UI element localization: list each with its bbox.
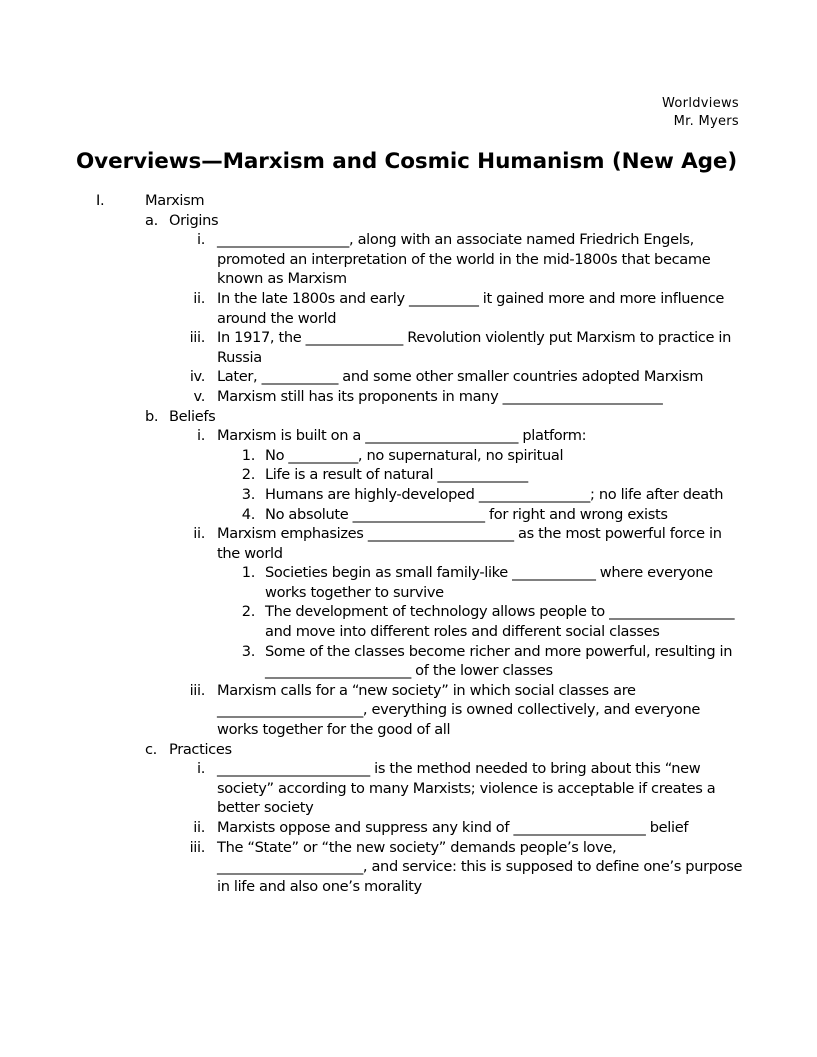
course-name: Worldviews — [662, 96, 739, 111]
section-heading: Marxism — [145, 192, 205, 209]
document-header — [662, 95, 739, 131]
list-item — [0, 485, 817, 505]
list-item — [0, 563, 817, 602]
list-item-text: ___________________, along with an associate named Friedrich Engels, promoted an interpretation of the world in the mid-1800s that became known as Marxism — [217, 231, 711, 288]
outline-marker: iv. — [189, 368, 205, 386]
list-item — [0, 465, 817, 485]
subsection-heading: Practices — [169, 740, 232, 758]
subsection-heading: Beliefs — [169, 407, 216, 425]
outline-marker: iii. — [189, 838, 205, 856]
list-item — [0, 387, 817, 407]
list-item-text: Some of the classes become richer and more powerful, resulting in _____________________ of the lower classes — [265, 642, 733, 680]
outline-marker: ii. — [193, 289, 205, 307]
list-item — [0, 642, 817, 681]
outline-marker: 2. — [241, 603, 255, 621]
list-item-text: The development of technology allows people to __________________ and move into different roles and different social classes — [265, 603, 735, 641]
list-item-text: Marxists oppose and suppress any kind of ___________________ belief — [217, 819, 689, 836]
outline-marker: iii. — [189, 681, 205, 699]
list-item-text: ______________________ is the method needed to bring about this “new society” according to many Marxists; violence is acceptable if creates a better society — [217, 760, 716, 817]
outline-marker: I. — [96, 192, 105, 209]
list-item — [0, 367, 817, 387]
list-item — [0, 328, 817, 367]
list-item-text: Societies begin as small family-like ____________ where everyone works together to survive — [265, 564, 713, 601]
subsection-heading: Origins — [169, 211, 219, 229]
list-item — [0, 759, 817, 818]
list-item-text: Later, ___________ and some other smaller countries adopted Marxism — [217, 368, 704, 386]
outline-marker: b. — [145, 407, 159, 425]
outline-section-marxism — [0, 191, 817, 211]
list-item — [0, 289, 817, 328]
list-item — [0, 524, 817, 563]
outline-marker: 1. — [241, 446, 255, 464]
list-item-text: Marxism still has its proponents in many _______________________ — [217, 387, 663, 405]
outline-marker: iii. — [189, 329, 205, 347]
list-item — [0, 230, 817, 289]
list-item-text: Marxism emphasizes _____________________ as the most powerful force in the world — [217, 525, 722, 562]
outline-marker: 3. — [241, 642, 255, 660]
list-item — [0, 838, 817, 897]
page-title: Overviews—Marxism and Cosmic Humanism (New Age) — [76, 149, 738, 174]
list-item-text: Marxism calls for a “new society” in which social classes are _____________________, everything is owned collectively, and everyone works together for the good of all — [217, 681, 700, 739]
outline-subsection-practices — [0, 740, 817, 760]
outline-marker: i. — [197, 760, 205, 778]
outline-subsection-origins — [0, 211, 817, 231]
list-item-text: In the late 1800s and early __________ it gained more and more influence around the world — [217, 289, 725, 327]
outline-marker: c. — [145, 740, 157, 758]
list-item — [0, 681, 817, 740]
outline — [0, 191, 817, 896]
outline-marker: 4. — [241, 505, 255, 523]
outline-marker: ii. — [193, 819, 205, 836]
list-item-text: No __________, no supernatural, no spiritual — [265, 446, 564, 464]
outline-marker: 3. — [241, 485, 255, 503]
outline-marker: i. — [197, 231, 205, 249]
list-item — [0, 446, 817, 466]
list-item-text: No absolute ___________________ for right and wrong exists — [265, 505, 668, 523]
outline-marker: 1. — [241, 564, 255, 582]
list-item — [0, 505, 817, 525]
outline-marker: i. — [197, 427, 205, 445]
outline-marker: v. — [193, 387, 205, 405]
outline-marker: a. — [145, 211, 158, 229]
list-item-text: Marxism is built on a ______________________ platform: — [217, 427, 587, 445]
list-item — [0, 818, 817, 838]
list-item — [0, 602, 817, 641]
outline-subsection-beliefs — [0, 407, 817, 427]
list-item-text: Life is a result of natural _____________ — [265, 466, 528, 484]
teacher-name: Mr. Myers — [673, 114, 739, 129]
list-item-text: Humans are highly-developed ________________; no life after death — [265, 485, 724, 503]
list-item-text: In 1917, the ______________ Revolution violently put Marxism to practice in Russia — [217, 329, 732, 366]
list-item — [0, 426, 817, 446]
list-item-text: The “State” or “the new society” demands people’s love, _____________________, and service: this is supposed to define one’s purpose in life and also one’s morality — [217, 838, 743, 895]
outline-marker: ii. — [193, 525, 205, 543]
outline-marker: 2. — [241, 466, 255, 484]
